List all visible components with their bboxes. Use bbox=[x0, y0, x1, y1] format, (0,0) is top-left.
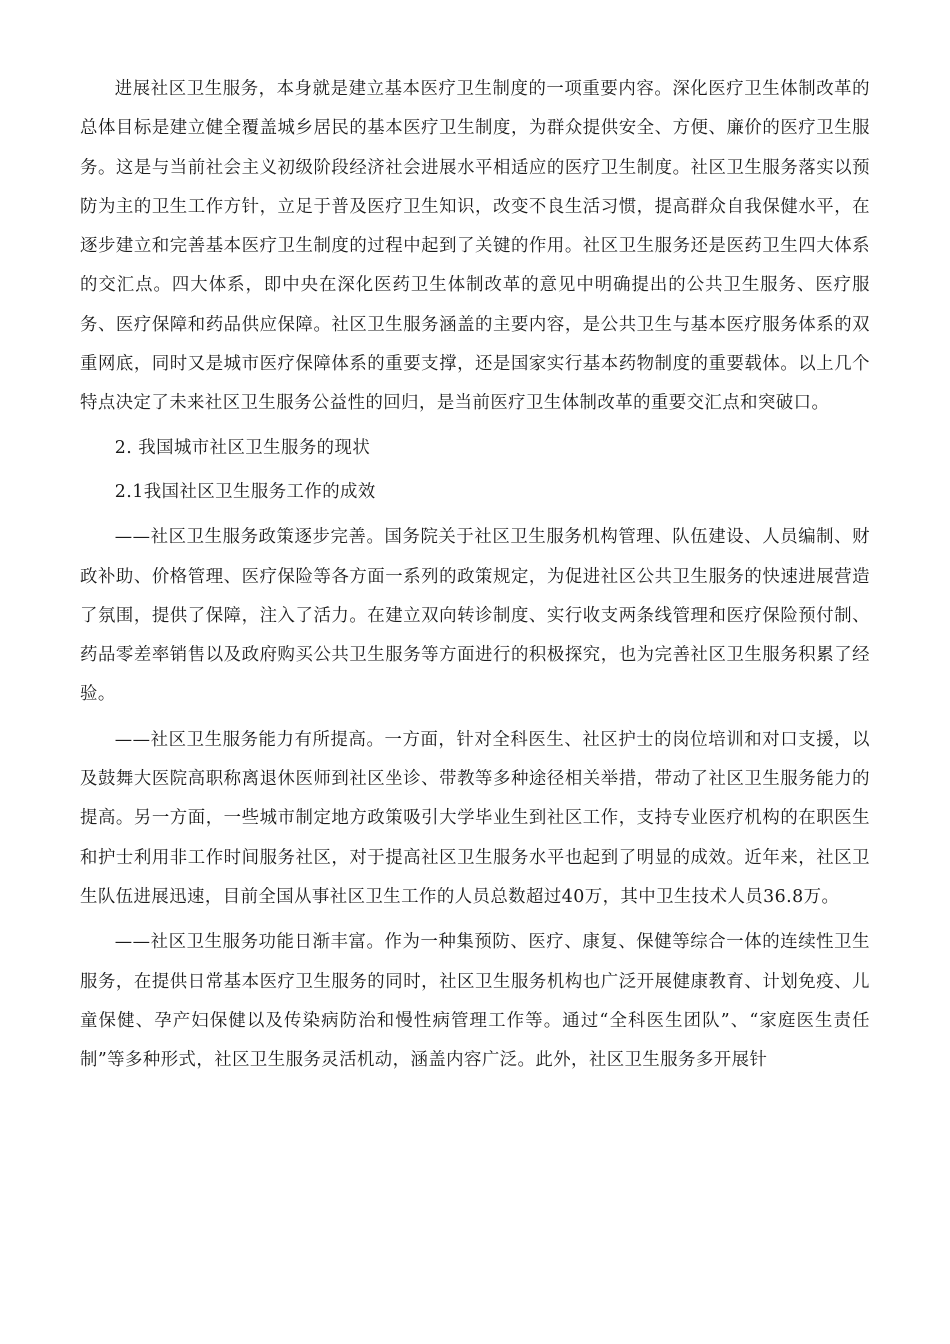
document-page bbox=[80, 70, 870, 1080]
body-paragraph-function: ——社区卫生服务功能日渐丰富。作为一种集预防、医疗、康复、保健等综合一体的连续性卫生服务，在提供日常基本医疗卫生服务的同时，社区卫生服务机构也广泛开展健康教育、计划免疫、儿童保健、孕产妇保健以及传染病防治和慢性病管理工作等。通过“全科医生团队”、“家庭医生责任制”等多种形式，社区卫生服务灵活机动，涵盖内容广泛。此外，社区卫生服务多开展针 bbox=[80, 932, 870, 1071]
body-paragraph-capacity: ——社区卫生服务能力有所提高。一方面，针对全科医生、社区护士的岗位培训和对口支援，以及鼓舞大医院高职称离退休医师到社区坐诊、带教等多种途径相关举措，带动了社区卫生服务能力的提高。另一方面，一些城市制定地方政策吸引大学毕业生到社区工作，支持专业医疗机构的在职医生和护士利用非工作时间服务社区，对于提高社区卫生服务水平也起到了明显的成效。近年来，社区卫生队伍进展迅速，目前全国从事社区卫生工作的人员总数超过40万，其中卫生技术人员36.8万。 bbox=[80, 729, 870, 907]
body-paragraph-policy: ——社区卫生服务政策逐步完善。国务院关于社区卫生服务机构管理、队伍建设、人员编制、财政补助、价格管理、医疗保险等各方面一系列的政策规定，为促进社区公共卫生服务的快速进展营造了氛围，提供了保障，注入了活力。在建立双向转诊制度、实行收支两条线管理和医疗保险预付制、药品零差率销售以及政府购买公共卫生服务等方面进行的积极探究，也为完善社区卫生服务积累了经验。 bbox=[80, 527, 870, 705]
body-paragraph-intro: 进展社区卫生服务，本身就是建立基本医疗卫生制度的一项重要内容。深化医疗卫生体制改革的总体目标是建立健全覆盖城乡居民的基本医疗卫生制度，为群众提供安全、方便、廉价的医疗卫生服务。这是与当前社会主义初级阶段经济社会进展水平相适应的医疗卫生制度。社区卫生服务落实以预防为主的卫生工作方针，立足于普及医疗卫生知识，改变不良生活习惯，提高群众自我保健水平，在逐步建立和完善基本医疗卫生制度的过程中起到了关键的作用。社区卫生服务还是医药卫生四大体系的交汇点。四大体系，即中央在深化医药卫生体制改革的意见中明确提出的公共卫生服务、医疗服务、医疗保障和药品供应保障。社区卫生服务涵盖的主要内容，是公共卫生与基本医疗服务体系的双重网底，同时又是城市医疗保障体系的重要支撑，还是国家实行基本药物制度的重要载体。以上几个特点决定了未来社区卫生服务公益性的回归，是当前医疗卫生体制改革的重要交汇点和突破口。 bbox=[80, 79, 870, 414]
section-heading-2: 2. 我国城市社区卫生服务的现状 bbox=[114, 437, 371, 458]
subsection-heading-2-1: 2.1我国社区卫生服务工作的成效 bbox=[114, 481, 376, 502]
